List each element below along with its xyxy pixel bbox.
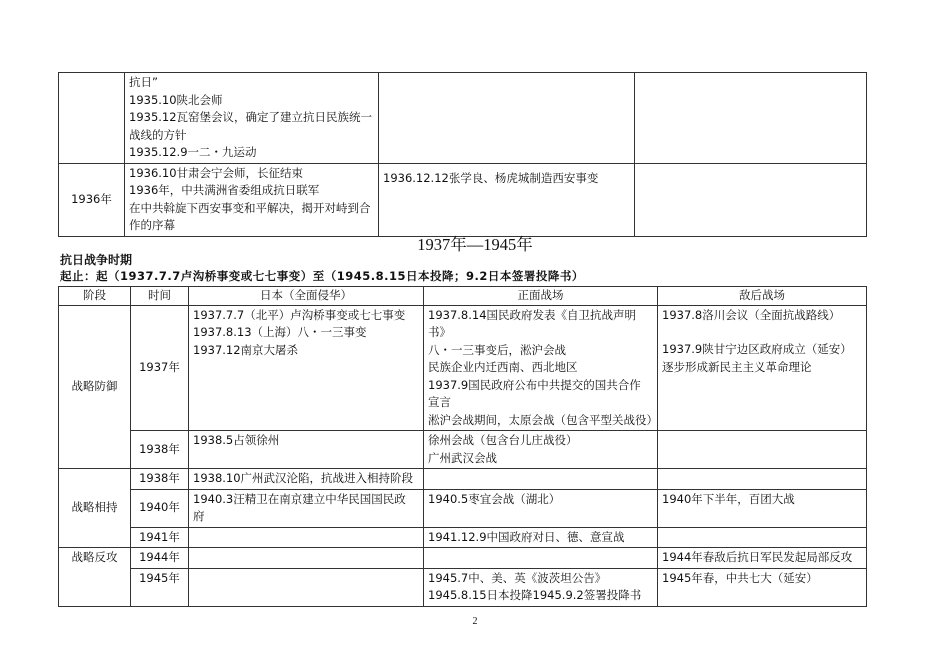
table-row <box>59 305 867 431</box>
front-cell <box>424 469 658 490</box>
prev-period-table <box>58 72 867 237</box>
event-line: 1937.12南京大屠杀 <box>193 342 299 357</box>
event-line: 宣言 <box>428 395 451 409</box>
section-subtitle: 抗日战争时期 <box>60 253 133 267</box>
year-cell: 1944年 <box>131 548 189 569</box>
event-line: 八・一三事变后，淞沪会战 <box>428 342 566 357</box>
table-row <box>59 489 867 527</box>
header-japan: 日本（全面侵华） <box>189 287 424 306</box>
year-cell: 1941年 <box>131 527 189 548</box>
event-line: 书》 <box>428 325 451 339</box>
event-line: 广州武汉会战 <box>428 450 497 465</box>
stage-cell: 战略反攻 <box>59 548 131 607</box>
year-cell: 1945年 <box>131 568 189 606</box>
event-line: 战线的方针 <box>129 127 187 142</box>
events-cell: 1936.12.12张学良、杨虎城制造西安事变 <box>379 163 635 236</box>
empty-cell <box>635 73 867 164</box>
header-rear: 敌后战场 <box>658 287 867 306</box>
war-period-table <box>58 286 867 607</box>
section-title: 1937年—1945年 <box>417 235 533 254</box>
japan-cell <box>189 548 424 569</box>
event-line: 1937.8.14国民政府发表《自卫抗战声明 <box>428 307 637 322</box>
event-line: 在中共斡旋下西安事变和平解决，揭开对峙到合 <box>129 200 371 215</box>
event-line: 逐步形成新民主主义革命理论 <box>662 359 812 374</box>
events-cell <box>125 73 379 164</box>
japan-cell: 1938.10广州武汉沦陷，抗战进入相持阶段 <box>189 469 424 490</box>
front-cell <box>424 305 658 431</box>
front-cell <box>424 548 658 569</box>
event-line: 抗日” <box>129 75 158 89</box>
front-cell: 1940.5枣宜会战（湖北） <box>424 489 658 527</box>
rear-cell: 1940年下半年，百团大战 <box>658 489 867 527</box>
table-row <box>59 469 867 490</box>
event-line: 1935.12.9一二・九运动 <box>129 145 257 159</box>
event-line: 民族企业内迁西南、西北地区 <box>428 360 578 374</box>
table-row <box>59 527 867 548</box>
event-line: 1935.12瓦窑堡会议，确定了建立抗日民族统一 <box>129 110 373 124</box>
event-line: 1945.7中、美、英《波茨坦公告》 <box>428 570 607 585</box>
rear-cell <box>658 431 867 469</box>
table-row <box>59 163 867 236</box>
event-line: 作的序幕 <box>129 218 175 232</box>
year-cell: 1938年 <box>131 431 189 469</box>
japan-cell <box>189 527 424 548</box>
rear-cell <box>658 305 867 431</box>
table-row <box>59 568 867 606</box>
event-line: 1937.8洛川会议（全面抗战路线） <box>662 307 841 322</box>
header-front: 正面战场 <box>424 287 658 306</box>
event-line: 1936年，中共满洲省委组成抗日联军 <box>129 183 320 197</box>
event-line: 1937.9陕甘宁边区政府成立（延安） <box>662 342 852 356</box>
japan-cell: 1938.5占领徐州 <box>189 431 424 469</box>
rear-cell <box>658 527 867 548</box>
year-cell: 1940年 <box>131 489 189 527</box>
table-row <box>59 431 867 469</box>
page-number: 2 <box>472 616 478 627</box>
section-range: 起止：起（1937.7.7卢沟桥事变或七七事变）至（1945.8.15日本投降；9.2日本签署投降书） <box>60 269 584 283</box>
rear-cell <box>658 469 867 490</box>
event-line: 1935.10陕北会师 <box>129 92 223 107</box>
event-line: 1937.9国民政府公布中共提交的国共合作 <box>428 377 641 392</box>
year-cell: 1936年 <box>59 163 125 236</box>
event-line: 徐州会战（包含台儿庄战役） <box>428 433 578 447</box>
front-cell <box>424 431 658 469</box>
events-cell <box>125 163 379 236</box>
rear-cell: 1945年春，中共七大（延安） <box>658 568 867 606</box>
table-row <box>59 548 867 569</box>
event-line: 1945.8.15日本投降1945.9.2签署投降书 <box>428 588 642 602</box>
stage-cell: 战略防御 <box>59 305 131 469</box>
year-cell: 1938年 <box>131 469 189 490</box>
japan-cell <box>189 489 424 527</box>
front-cell: 1941.12.9中国政府对日、德、意宣战 <box>424 527 658 548</box>
event-line: 1937.8.13（上海）八・一三事变 <box>193 325 367 339</box>
year-cell: 1937年 <box>131 305 189 431</box>
front-cell <box>424 568 658 606</box>
event-line: 淞沪会战期间，太原会战（包含平型关战役） <box>428 412 658 427</box>
event-line: 1940.3汪精卫在南京建立中华民国国民政 <box>193 491 406 506</box>
event-line <box>662 324 862 341</box>
empty-cell <box>635 163 867 236</box>
stage-cell: 战略相持 <box>59 469 131 548</box>
table-row <box>59 73 867 164</box>
event-line: 1937.7.7（北平）卢沟桥事变或七七事变 <box>193 307 406 322</box>
year-cell <box>59 73 125 164</box>
japan-cell <box>189 305 424 431</box>
table-header-row <box>59 287 867 306</box>
event-line: 府 <box>193 509 205 523</box>
header-stage: 阶段 <box>59 287 131 306</box>
empty-cell <box>379 73 635 164</box>
header-time: 时间 <box>131 287 189 306</box>
rear-cell: 1944年春敌后抗日军民发起局部反攻 <box>658 548 867 569</box>
event-line: 1936.10甘肃会宁会师，长征结束 <box>129 165 304 180</box>
japan-cell <box>189 568 424 606</box>
